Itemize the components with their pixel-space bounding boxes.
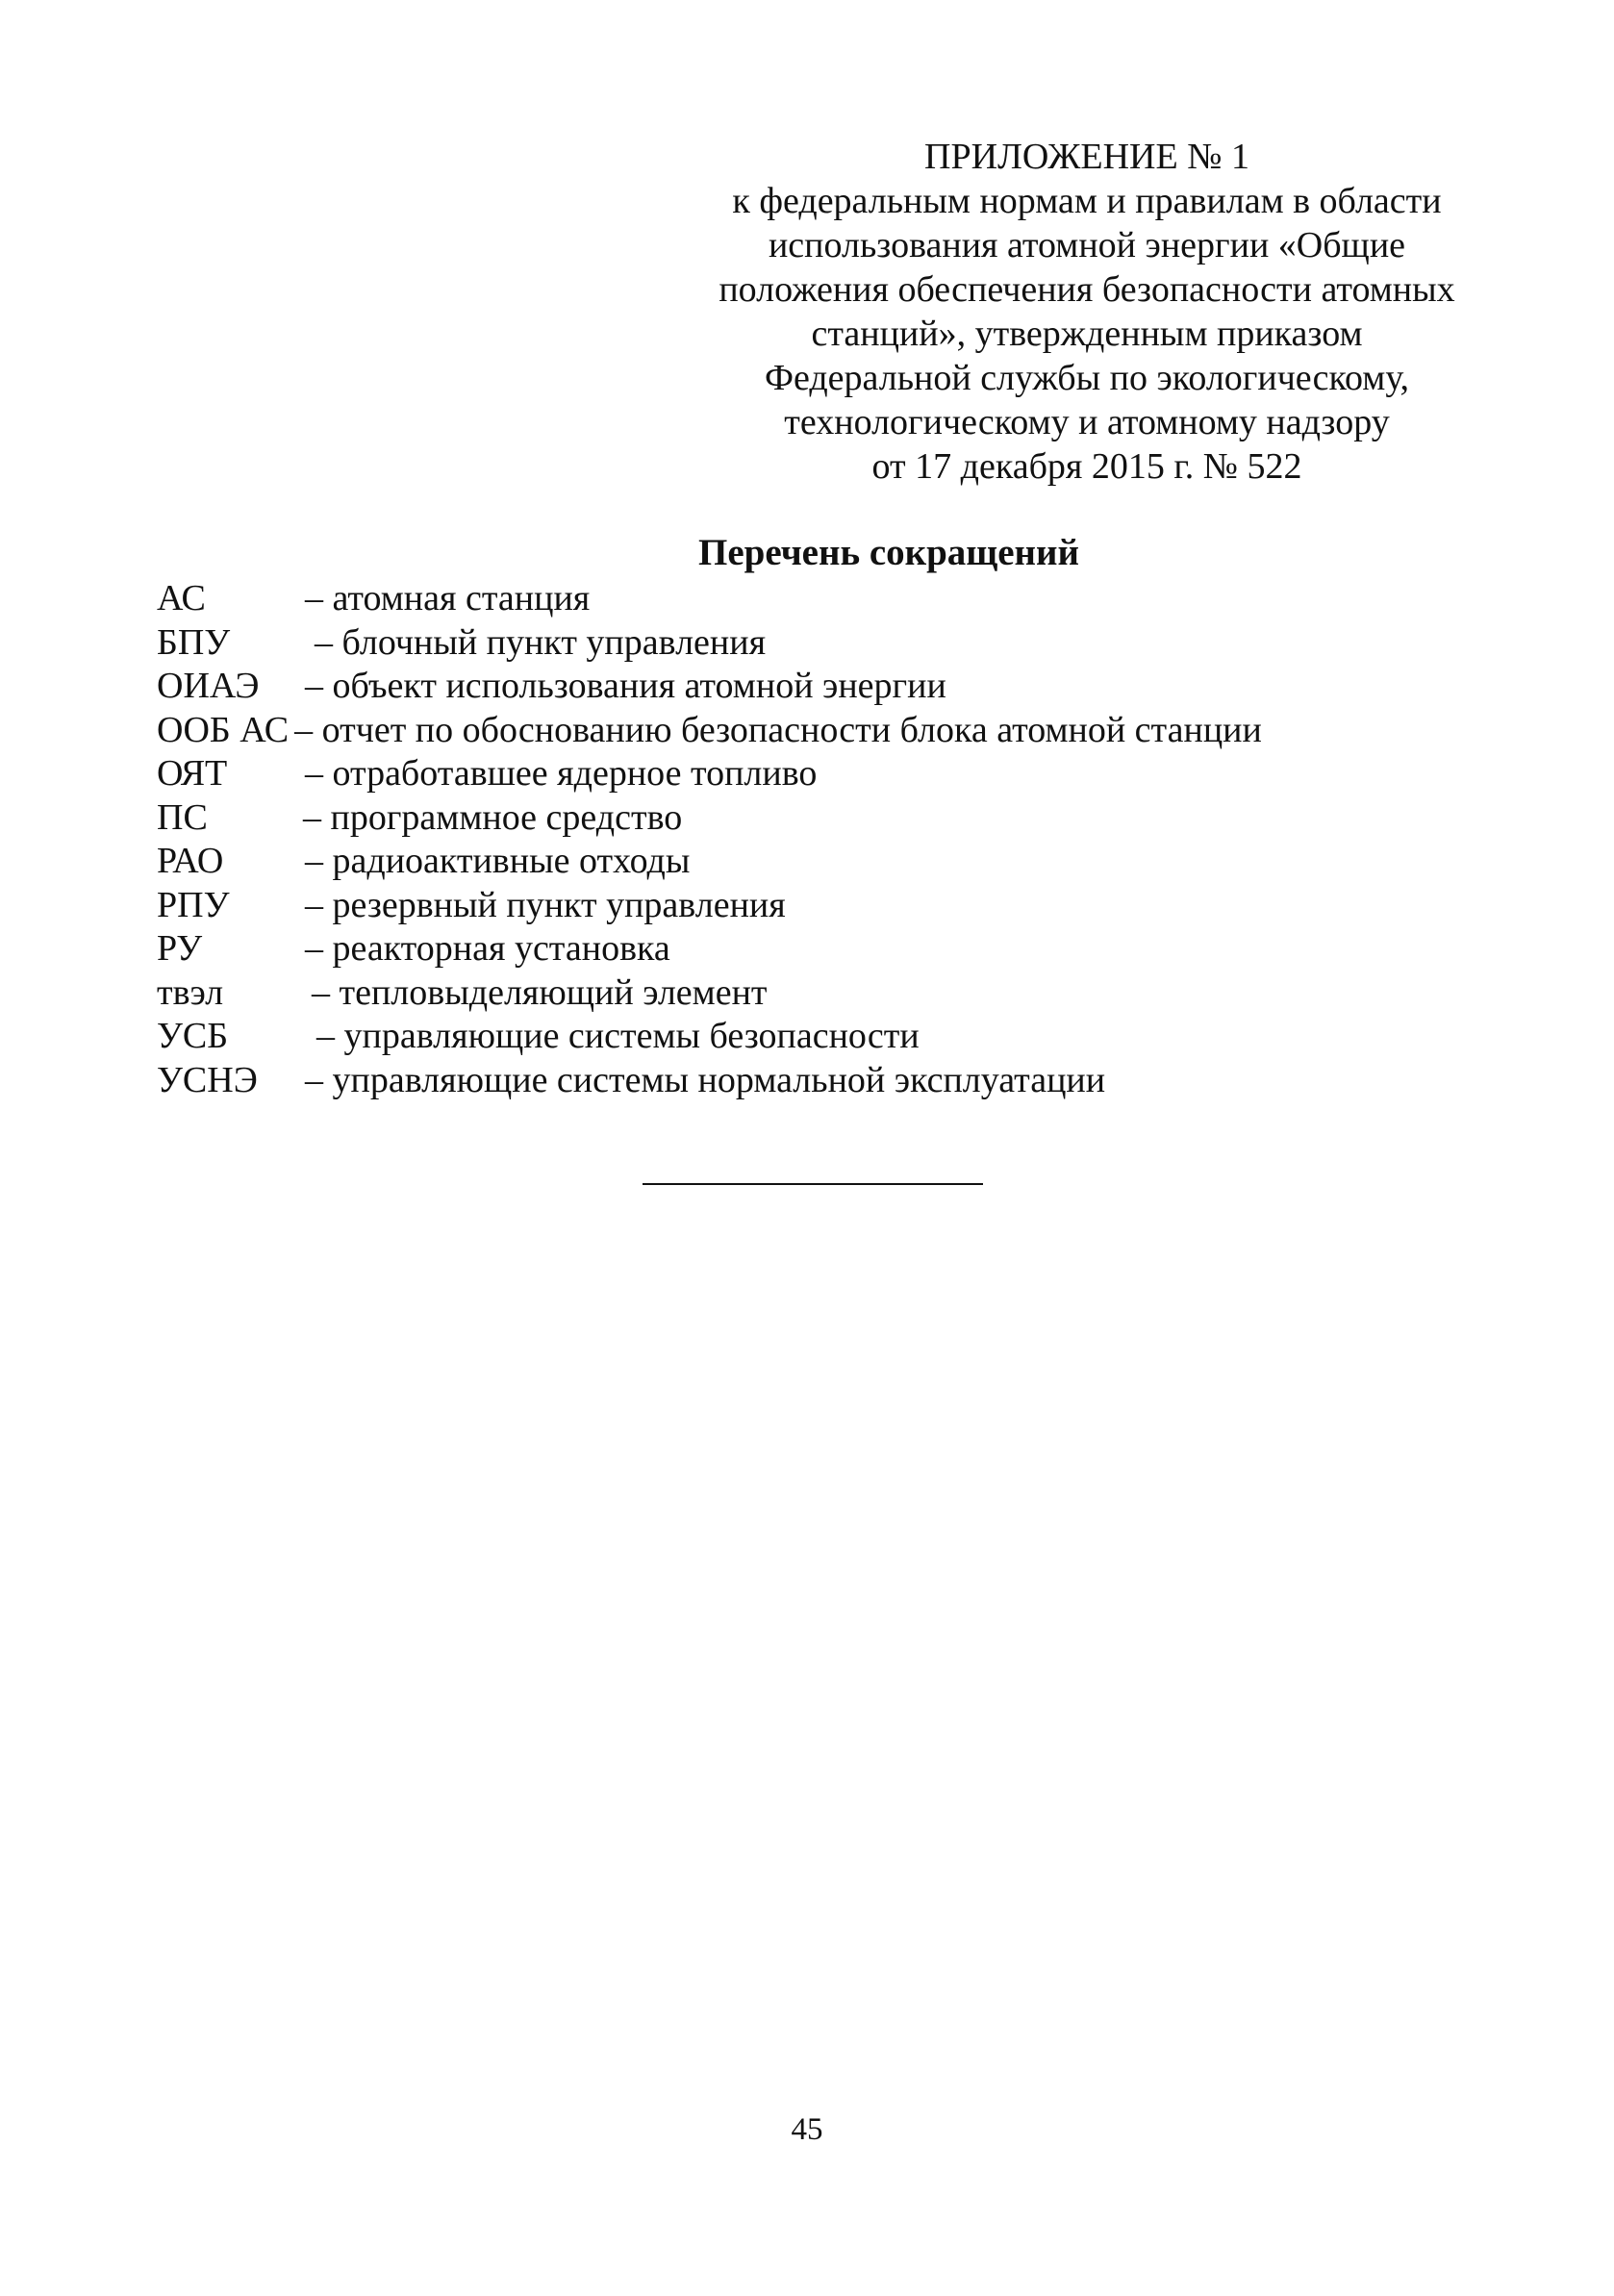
abbreviation-term: РУ: [157, 928, 203, 969]
list-item: [157, 621, 1523, 666]
abbreviation-definition: – атомная станция: [305, 578, 591, 618]
appendix-line: станций», утвержденным приказом: [811, 314, 1363, 354]
abbreviation-term: РПУ: [157, 884, 230, 925]
abbreviation-definition: – программное средство: [303, 796, 683, 838]
appendix-line: использования атомной энергии «Общие: [768, 225, 1406, 265]
list-item: [157, 884, 1523, 928]
list-item: [157, 709, 1523, 753]
abbreviation-term: ООБ АС: [157, 709, 290, 750]
abbreviation-term: РАО: [157, 841, 224, 881]
appendix-line: Федеральной службы по экологическому,: [764, 358, 1410, 398]
list-item: [157, 1015, 1523, 1059]
abbreviation-definition: – объект использования атомной энергии: [305, 666, 946, 706]
list-item: [157, 971, 1523, 1016]
abbreviation-definition: – управляющие системы безопасности: [316, 1016, 920, 1056]
appendix-line: технологическому и атомному надзору: [784, 402, 1390, 442]
abbreviations-title: Перечень сокращений: [698, 532, 1079, 573]
abbreviation-definition: – радиоактивные отходы: [305, 841, 691, 881]
appendix-header: [673, 135, 1501, 489]
abbreviation-definition: – тепловыделяющий элемент: [312, 971, 768, 1013]
abbreviation-term: АС: [157, 578, 206, 618]
abbreviation-term: БПУ: [157, 621, 231, 663]
appendix-title: ПРИЛОЖЕНИЕ № 1: [924, 137, 1249, 177]
separator-rule: [643, 1183, 983, 1185]
abbreviation-definition: – управляющие системы нормальной эксплуатации: [305, 1059, 1106, 1100]
appendix-line: к федеральным нормам и правилам в области: [732, 181, 1442, 221]
abbreviation-definition: – резервный пункт управления: [305, 884, 786, 925]
abbreviation-term: ОИАЭ: [157, 666, 260, 706]
abbreviation-term: ПС: [157, 796, 208, 838]
abbreviation-definition: – блочный пункт управления: [315, 621, 767, 663]
list-item: [157, 840, 1523, 884]
abbreviation-definition: – отработавшее ядерное топливо: [305, 753, 818, 794]
list-item: [157, 796, 1523, 841]
abbreviation-term: твэл: [157, 971, 224, 1013]
list-item: [157, 665, 1523, 709]
abbreviation-term: УСБ: [157, 1016, 229, 1056]
abbreviations-list: [157, 577, 1523, 1102]
abbreviation-definition: – реакторная установка: [305, 928, 670, 969]
list-item: [157, 577, 1523, 621]
abbreviation-term: УСНЭ: [157, 1059, 258, 1100]
abbreviation-term: ОЯТ: [157, 753, 228, 794]
abbreviation-definition: – отчет по обоснованию безопасности блока атомной станции: [294, 709, 1262, 750]
list-item: [157, 927, 1523, 971]
appendix-line: положения обеспечения безопасности атомных: [719, 269, 1455, 310]
appendix-date-line: от 17 декабря 2015 г. № 522: [871, 446, 1302, 487]
list-item: [157, 752, 1523, 796]
list-item: [157, 1059, 1523, 1103]
page-number: 45: [791, 2112, 823, 2147]
